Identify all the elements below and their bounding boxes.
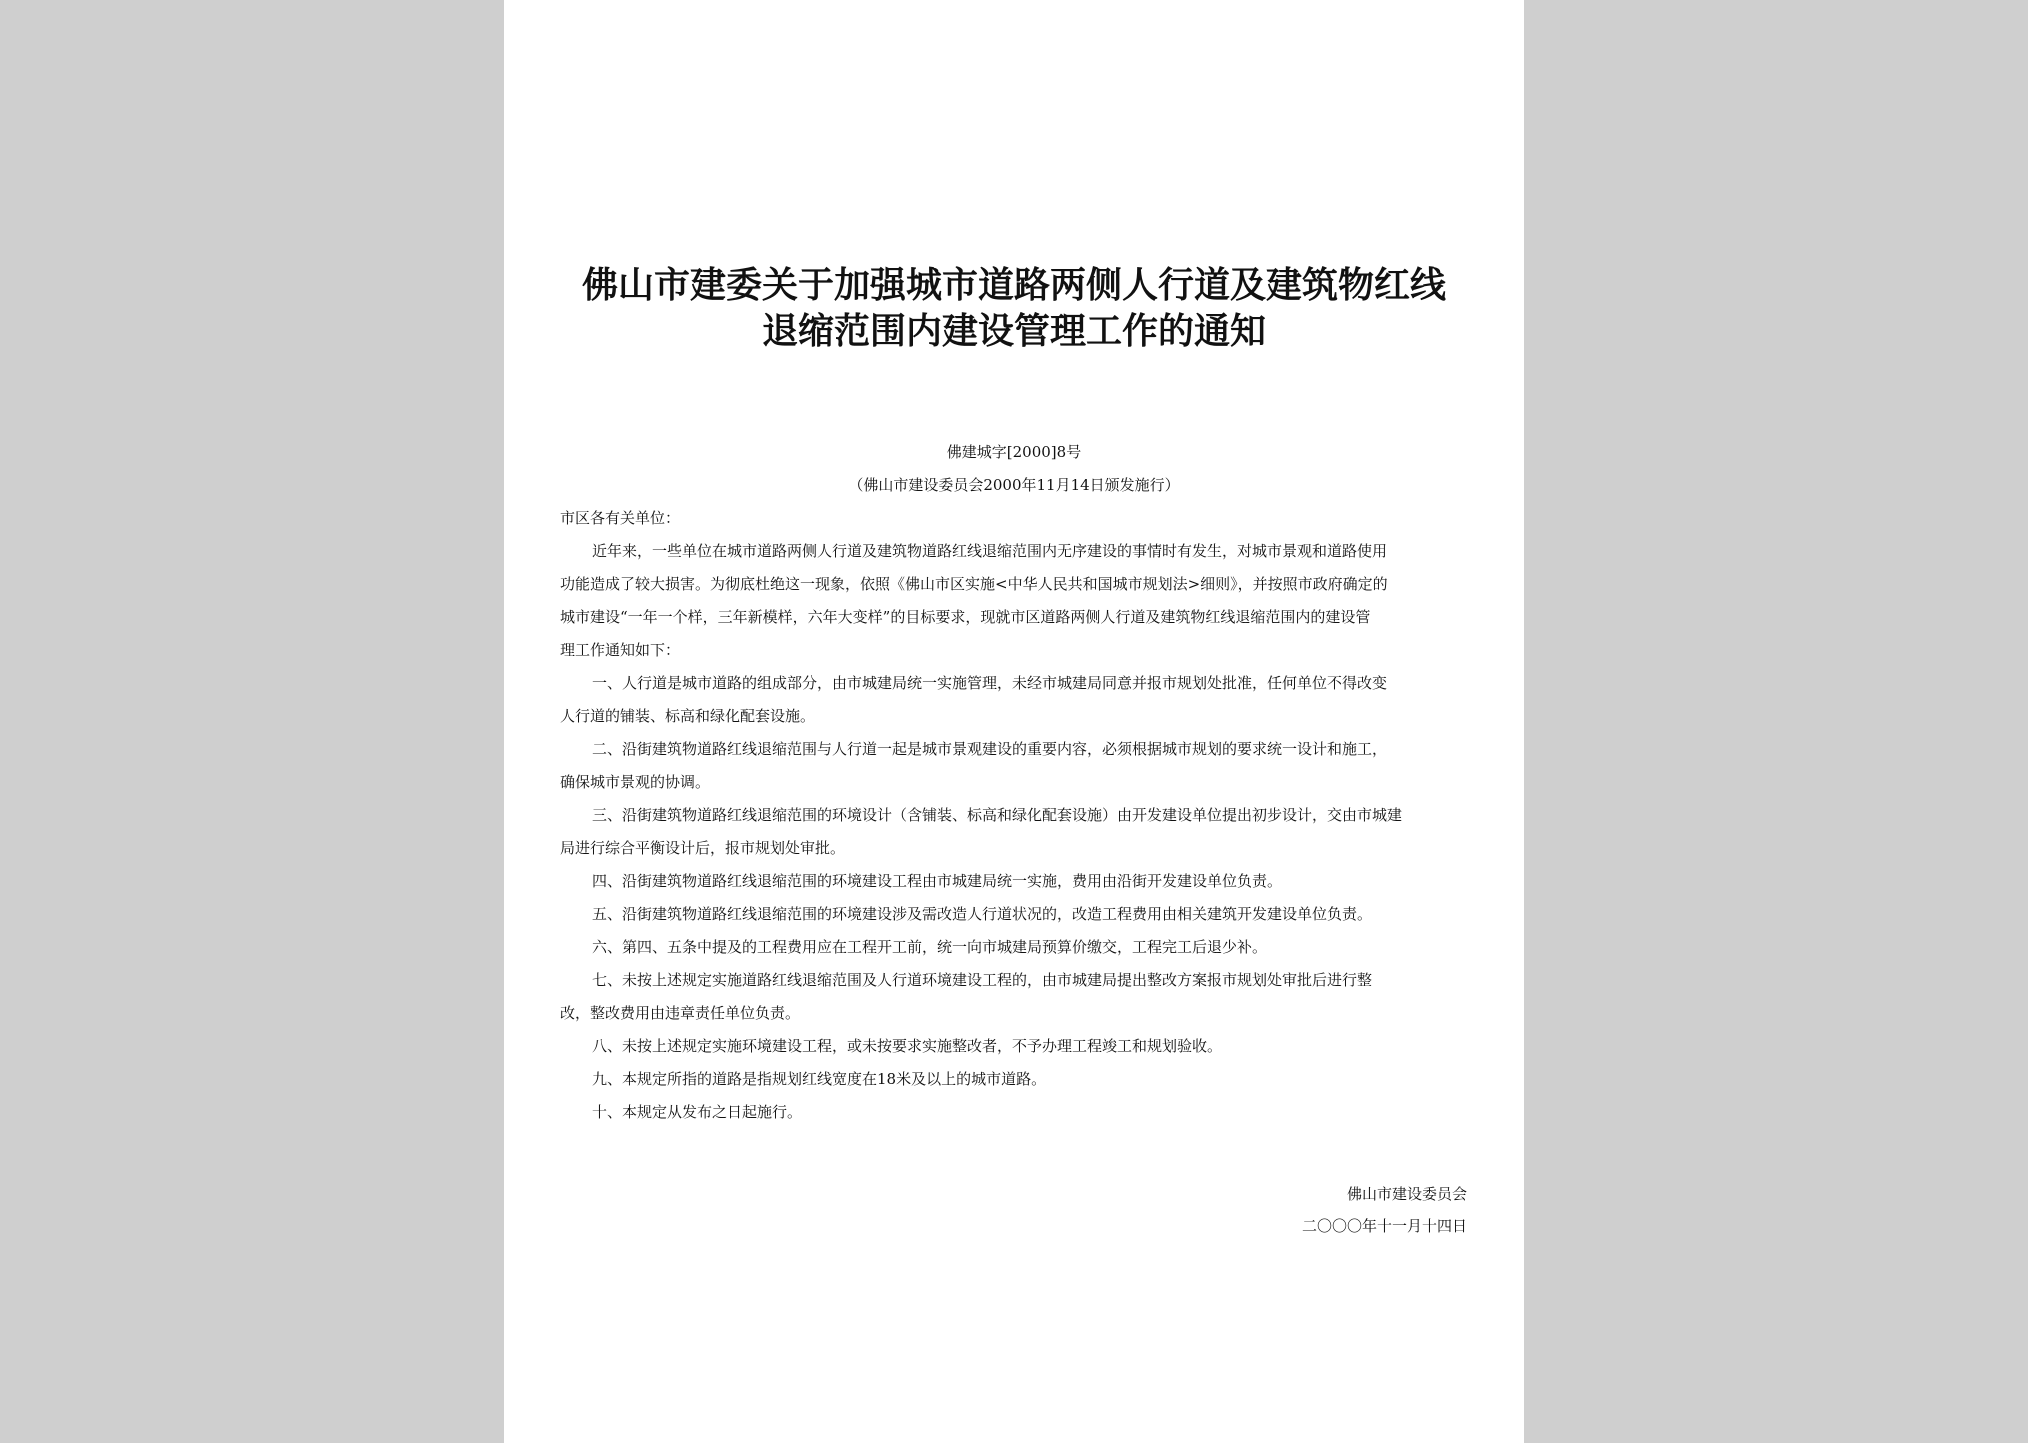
salutation: 市区各有关单位： [560, 509, 681, 527]
item-9: 九、本规定所指的道路是指规划红线宽度在18米及以上的城市道路。 [592, 1070, 1047, 1088]
document-page [504, 0, 1524, 1443]
intro-line: 近年来，一些单位在城市道路两侧人行道及建筑物道路红线退缩范围内无序建设的事情时有发生，对城市景观和道路使用 [592, 542, 1388, 560]
item-3-line-2: 局进行综合平衡设计后，报市规划处审批。 [560, 839, 846, 857]
document-title-line-1: 佛山市建委关于加强城市道路两侧人行道及建筑物红线 [581, 265, 1446, 306]
issued-note: （佛山市建设委员会2000年11月14日颁发施行） [848, 476, 1180, 494]
item-1-line-2: 人行道的铺装、标高和绿化配套设施。 [560, 707, 816, 725]
item-4: 四、沿街建筑物道路红线退缩范围的环境建设工程由市城建局统一实施，费用由沿街开发建设单位负责。 [592, 872, 1283, 890]
item-1-line-1: 一、人行道是城市道路的组成部分，由市城建局统一实施管理，未经市城建局同意并报市规划处批准，任何单位不得改变 [592, 674, 1388, 692]
intro-line: 城市建设“一年一个样，三年新模样，六年大变样”的目标要求，现就市区道路两侧人行道及建筑物红线退缩范围内的建设管 [560, 608, 1371, 626]
item-5: 五、沿街建筑物道路红线退缩范围的环境建设涉及需改造人行道状况的，改造工程费用由相关建筑开发建设单位负责。 [592, 905, 1373, 923]
signature-organization: 佛山市建设委员会 [1346, 1185, 1467, 1203]
document-number: 佛建城字[2000]8号 [946, 443, 1082, 461]
item-7-line-1: 七、未按上述规定实施道路红线退缩范围及人行道环境建设工程的，由市城建局提出整改方案报市规划处审批后进行整 [592, 971, 1373, 989]
item-7-line-2: 改，整改费用由违章责任单位负责。 [560, 1004, 801, 1022]
item-8: 八、未按上述规定实施环境建设工程，或未按要求实施整改者，不予办理工程竣工和规划验收。 [592, 1037, 1223, 1055]
signature-date: 二〇〇〇年十一月十四日 [1301, 1217, 1467, 1235]
item-10: 十、本规定从发布之日起施行。 [592, 1103, 803, 1121]
intro-line: 理工作通知如下： [560, 641, 681, 659]
intro-line: 功能造成了较大损害。为彻底杜绝这一现象，依照《佛山市区实施<中华人民共和国城市规划法>细则》，并按照市政府确定的 [560, 575, 1388, 593]
item-2-line-2: 确保城市景观的协调。 [560, 773, 711, 791]
item-3-line-1: 三、沿街建筑物道路红线退缩范围的环境设计（含铺装、标高和绿化配套设施）由开发建设单位提出初步设计，交由市城建 [592, 806, 1403, 824]
item-2-line-1: 二、沿街建筑物道路红线退缩范围与人行道一起是城市景观建设的重要内容，必须根据城市规划的要求统一设计和施工， [592, 740, 1388, 758]
item-6: 六、第四、五条中提及的工程费用应在工程开工前，统一向市城建局预算价缴交，工程完工后退少补。 [592, 938, 1268, 956]
document-title-line-2: 退缩范围内建设管理工作的通知 [761, 311, 1266, 352]
